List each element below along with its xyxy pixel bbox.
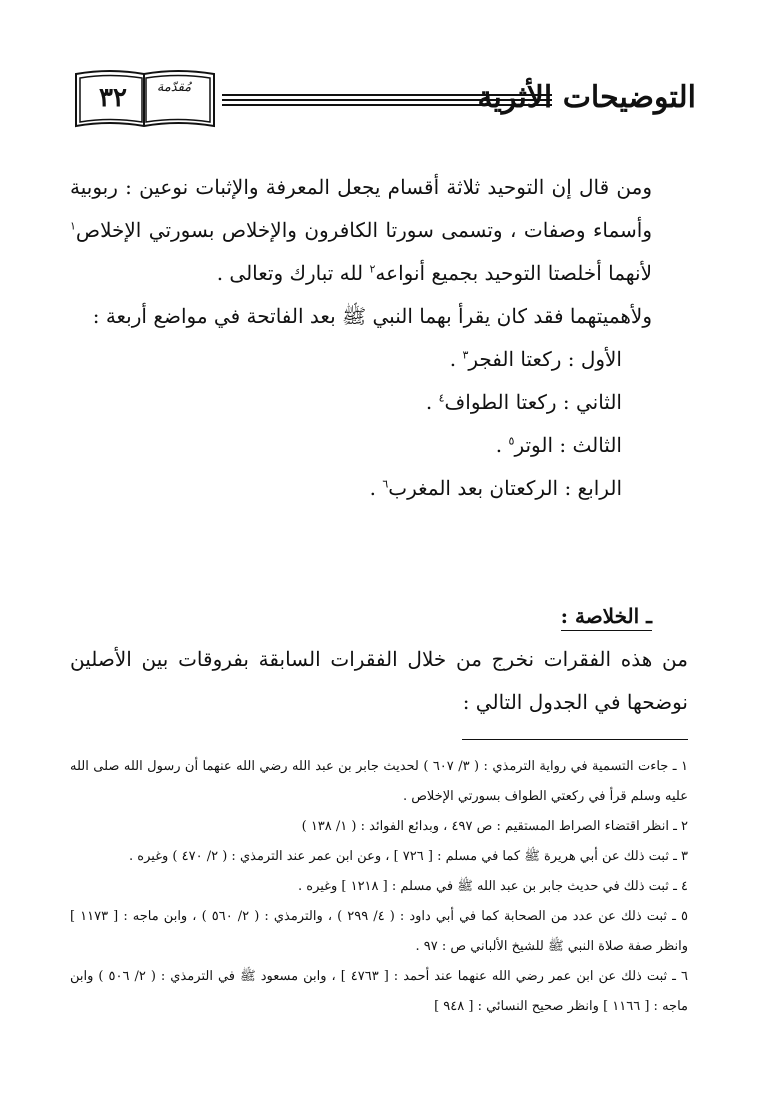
book-title: التوضيحات الأثرية bbox=[477, 80, 696, 115]
footnote: ٤ ـ ثبت ذلك في حديث جابر بن عبد الله ﷺ في مسلم : [ ١٢١٨ ] وغيره . bbox=[298, 879, 688, 894]
footnotes bbox=[70, 752, 688, 1022]
paragraph-importance: ولأهميتهما فقد كان يقرأ بهما النبي ﷺ بعد الفاتحة في مواضع أربعة : bbox=[92, 304, 652, 328]
footnote-ref: ٢ bbox=[369, 262, 376, 276]
footnote-separator bbox=[462, 739, 688, 740]
list-item: الثالث : الوتر$^٥$ . bbox=[495, 433, 622, 457]
footnote: ٣ ـ ثبت ذلك عن أبي هريرة ﷺ كما في مسلم : [ ٧٢٦ ] ، وعن ابن عمر عند الترمذي : ( ٢/ ٤٧٠ ) وغيره . bbox=[129, 849, 688, 864]
footnote: ٦ ـ ثبت ذلك عن ابن عمر رضي الله عنهما عند أحمد : [ ٤٧٦٣ ] ، وابن مسعود ﷺ في الترمذي : ( ٢/ ٥٠٦ ) وابن ماجه : [ ١١٦٦ ] وانظر صحيح النسائي : [ ٩٤٨ ] bbox=[70, 969, 688, 1014]
footnote: ٢ ـ انظر اقتضاء الصراط المستقيم : ص ٤٩٧ ، وبدائع الفوائد : ( ١/ ١٣٨ ) bbox=[301, 819, 688, 834]
page-header bbox=[72, 66, 696, 136]
list-item: الرابع : الركعتان بعد المغرب$^٦$ . bbox=[369, 476, 622, 500]
paragraph-intro: ومن قال إن التوحيد ثلاثة أقسام يجعل المعرفة والإثبات نوعين : ربوبية وأسماء وصفات ، وتسمى سورتا الكافرون والإخلاص بسورتي الإخلاص$^١$ لأنهما أخلصتا التوحيد بجميع أنواعه$^٢$ لله تبارك وتعالى . bbox=[70, 175, 652, 285]
list-item: الأول : ركعتا الفجر$^٣$ . bbox=[449, 347, 622, 371]
section-label: مُقدّمة bbox=[156, 80, 192, 95]
footnote: ١ ـ جاءت التسمية في رواية الترمذي : ( ٣/ ٦٠٧ ) لحديث جابر بن عبد الله رضي الله عنهما أن رسول الله صلى الله عليه وسلم قرأ في ركعتي الطواف بسورتي الإخلاص . bbox=[70, 759, 688, 804]
summary-heading: ـ الخلاصة : bbox=[70, 595, 688, 638]
footnote: ٥ ـ ثبت ذلك عن عدد من الصحابة كما في أبي داود : ( ٤/ ٢٩٩ ) ، والترمذي : ( ٢/ ٥٦٠ ) ، وابن ماجه : [ ١١٧٣ ] وانظر صفة صلاة النبي ﷺ للشيخ الألباني ص : ٩٧ . bbox=[70, 909, 688, 954]
summary-text: من هذه الفقرات نخرج من خلال الفقرات السابقة بفروقات بين الأصلين نوضحها في الجدول التالي : bbox=[70, 647, 688, 714]
page-number: ٣٢ bbox=[99, 83, 127, 113]
main-text bbox=[70, 166, 688, 724]
footnote-ref: ١ bbox=[70, 219, 76, 233]
list-item: الثاني : ركعتا الطواف$^٤$ . bbox=[425, 390, 622, 414]
